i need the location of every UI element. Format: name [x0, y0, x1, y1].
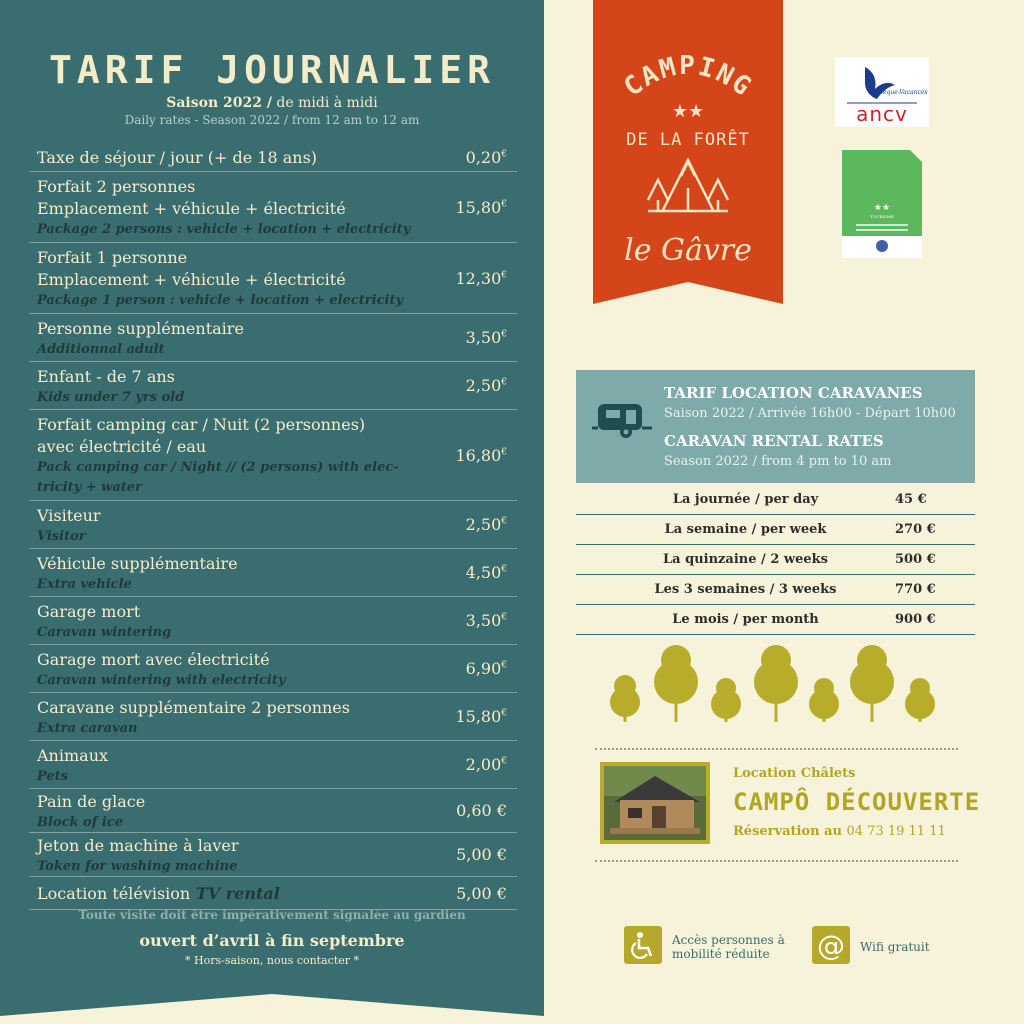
banner-name: DE LA FORÊT — [626, 130, 750, 150]
rate-description — [29, 174, 423, 240]
caravan-rental-header — [576, 370, 975, 483]
rate-label-en: Visitor — [37, 528, 86, 544]
rate-price: 16,80€ — [455, 445, 507, 465]
reservation-label: Réservation au — [733, 824, 842, 839]
rate-row — [29, 877, 517, 910]
caravan-title-en: CARAVAN RENTAL RATES — [664, 432, 884, 450]
rate-price: 5,00 € — [456, 845, 507, 864]
rate-description — [29, 503, 423, 547]
currency-sup: € — [501, 612, 507, 623]
rate-description — [29, 833, 423, 877]
season-rest: de midi à midi — [271, 95, 378, 111]
rate-price: 15,80€ — [455, 197, 507, 217]
panel-bottom-notch — [0, 994, 544, 1024]
rate-label-en-inline: TV rental — [195, 884, 280, 903]
rate-description — [29, 412, 423, 498]
caravan-rate-row — [576, 575, 975, 605]
rate-price: 15,80€ — [455, 707, 507, 726]
rate-price: 2,50€ — [465, 376, 507, 395]
rate-row — [29, 645, 517, 693]
rate-row — [29, 789, 517, 833]
rate-description — [29, 316, 423, 360]
currency-sup: € — [501, 708, 507, 719]
rate-label: Enfant - de 7 ans — [37, 366, 175, 386]
ancv-small-text: Chèque-Vacances — [874, 89, 928, 96]
rate-label: Garage mort — [37, 601, 141, 621]
rate-label: Personne supplémentaire — [37, 318, 244, 338]
season-line — [0, 95, 544, 111]
chalet-photo — [600, 762, 710, 844]
caravan-subtitle-en: Season 2022 / from 4 pm to 10 am — [664, 454, 892, 469]
currency-sup: € — [501, 199, 507, 210]
divider-top — [595, 748, 958, 750]
rate-price: 4,50€ — [465, 563, 507, 582]
rate-description — [29, 647, 423, 691]
caravan-rate-price: 770 € — [895, 582, 936, 597]
caravan-rate-label: La quinzaine / 2 weeks — [663, 552, 828, 567]
caravan-rate-price: 45 € — [895, 492, 927, 507]
rate-label: Taxe de séjour / jour (+ de 18 ans) — [37, 148, 318, 167]
rate-label-line2: avec électricité / eau — [37, 437, 207, 456]
rate-label-en: Package 1 person : vehicle + location + electricity — [37, 293, 403, 308]
rate-price: 0,20€ — [465, 147, 507, 167]
caravan-rate-price: 900 € — [895, 612, 936, 627]
chalet-reservation — [733, 824, 946, 839]
rate-row — [29, 597, 517, 645]
caravan-rate-price: 500 € — [895, 552, 936, 567]
rate-row — [29, 362, 517, 410]
rate-label-en: Token for washing machine — [37, 858, 238, 874]
caravan-rate-row — [576, 485, 975, 515]
rate-description — [29, 145, 423, 169]
rate-price: 3,50€ — [465, 328, 507, 347]
rate-label: Forfait camping car / Nuit (2 personnes) — [37, 415, 366, 434]
tourism-stars-badge — [842, 150, 922, 258]
caravan-rate-row — [576, 545, 975, 575]
rate-row — [29, 741, 517, 789]
rate-label: Location télévision TV rental — [37, 884, 280, 903]
chalet-brand-name: CAMPÔ DÉCOUVERTE — [733, 788, 981, 816]
reservation-phone: 04 73 19 11 11 — [846, 824, 946, 839]
wifi-text: Wifi gratuit — [860, 940, 930, 954]
rate-row — [29, 143, 517, 172]
season-bold: Saison 2022 / — [166, 95, 272, 111]
caravan-subtitle-fr: Saison 2022 / Arrivée 16h00 - Départ 10h00 — [664, 406, 956, 421]
camping-banner-logo — [593, 0, 783, 304]
rate-price: 2,50€ — [465, 515, 507, 534]
currency-sup: € — [501, 377, 507, 388]
svg-text:★★: ★★ — [873, 203, 891, 213]
banner-place: le Gâvre — [624, 233, 752, 268]
visit-notice: Toute visite doit être impérativement signalée au gardien — [78, 908, 466, 922]
rate-label-line2: Emplacement + véhicule + électricité — [37, 199, 346, 218]
rate-label: Pain de glace — [37, 791, 146, 811]
rate-label: Forfait 1 personne — [37, 248, 188, 267]
rate-description — [29, 743, 423, 787]
rate-description — [29, 245, 423, 311]
accessibility-text — [672, 933, 785, 961]
rate-description — [29, 789, 423, 833]
rate-row — [29, 172, 517, 243]
rate-label-en: Caravan wintering — [37, 624, 172, 640]
rate-row — [29, 243, 517, 314]
rate-label: Garage mort avec électricité — [37, 649, 270, 669]
offseason-note: * Hors-saison, nous contacter * — [184, 954, 360, 967]
accessibility-line2: mobilité réduite — [672, 947, 770, 961]
rate-label-en: Additionnal adult — [37, 341, 165, 357]
rate-row — [29, 693, 517, 741]
rate-label-line2: Emplacement + véhicule + électricité — [37, 270, 346, 289]
caravan-icon — [592, 400, 654, 440]
currency-sup: € — [501, 660, 507, 671]
rate-label-en: Extra caravan — [37, 720, 138, 736]
rate-price: 0,60 € — [456, 801, 507, 820]
rate-description — [29, 599, 423, 643]
rate-price: 5,00 € — [456, 883, 507, 903]
rate-label: Véhicule supplémentaire — [37, 553, 238, 573]
caravan-title-fr: TARIF LOCATION CARAVANES — [664, 384, 923, 402]
daily-rates-subtitle: Daily rates - Season 2022 / from 12 am to 12 am — [124, 113, 420, 127]
rate-label-en: Kids under 7 yrs old — [37, 389, 185, 405]
rate-description — [29, 881, 423, 905]
rate-label-en: Block of ice — [37, 814, 123, 830]
banner-camping-text: CAMPING — [618, 51, 758, 103]
currency-sup: € — [501, 756, 507, 767]
opening-period: ouvert d’avril à fin septembre — [139, 931, 405, 950]
tourisme-text: TOURISME — [870, 214, 894, 219]
currency-sup: € — [501, 149, 507, 160]
rate-row — [29, 501, 517, 549]
rate-label: Forfait 2 personnes — [37, 177, 196, 196]
trees-illustration — [600, 640, 950, 730]
rate-label-en: Caravan wintering with electricity — [37, 672, 286, 688]
rate-row — [29, 549, 517, 597]
currency-sup: € — [501, 329, 507, 340]
ancv-text: ancv — [856, 102, 908, 126]
caravan-rates-table — [576, 485, 975, 635]
rate-description — [29, 695, 423, 739]
divider-bottom — [595, 860, 958, 862]
currency-sup: € — [501, 564, 507, 575]
currency-sup: € — [501, 516, 507, 527]
rate-label: Visiteur — [37, 505, 101, 525]
accessibility-line1: Accès personnes à — [672, 933, 785, 947]
caravan-rate-label: Le mois / per month — [672, 612, 819, 627]
caravan-rate-label: Les 3 semaines / 3 weeks — [654, 582, 837, 597]
rate-description — [29, 551, 423, 595]
rate-price: 3,50€ — [465, 611, 507, 630]
currency-sup: € — [501, 270, 507, 281]
rate-label-en: Pack camping car / Night // (2 persons) with elec- — [37, 460, 399, 475]
wifi-at-icon: @ — [812, 926, 850, 964]
rate-label-en: Package 2 persons : vehicle + location + electricity — [37, 222, 411, 237]
ancv-logo — [835, 57, 929, 127]
caravan-rate-row — [576, 515, 975, 545]
caravan-rate-label: La semaine / per week — [664, 522, 827, 537]
banner-stars: ★★ — [671, 101, 705, 122]
rate-label: Caravane supplémentaire 2 personnes — [37, 697, 350, 717]
caravan-rate-price: 270 € — [895, 522, 936, 537]
rate-price: 6,90€ — [465, 659, 507, 678]
rates-list — [29, 143, 517, 910]
page-title: TARIF JOURNALIER — [48, 48, 496, 92]
rate-price: 12,30€ — [455, 268, 507, 288]
rate-row — [29, 410, 517, 501]
rate-label-en-line2: tricity + water — [37, 480, 142, 495]
caravan-rate-label: La journée / per day — [672, 492, 819, 507]
rate-label-en: Pets — [37, 768, 69, 784]
rate-price: 2,00€ — [465, 755, 507, 774]
rate-label-en: Extra vehicle — [37, 576, 132, 592]
rate-description — [29, 364, 423, 408]
wheelchair-icon — [624, 926, 662, 964]
rate-label: Animaux — [37, 745, 109, 765]
rate-label: Jeton de machine à laver — [37, 835, 239, 855]
rate-row — [29, 833, 517, 877]
caravan-rate-row — [576, 605, 975, 635]
rate-row — [29, 314, 517, 362]
chalet-rental-label: Location Châlets — [733, 766, 856, 781]
currency-sup: € — [501, 447, 507, 458]
